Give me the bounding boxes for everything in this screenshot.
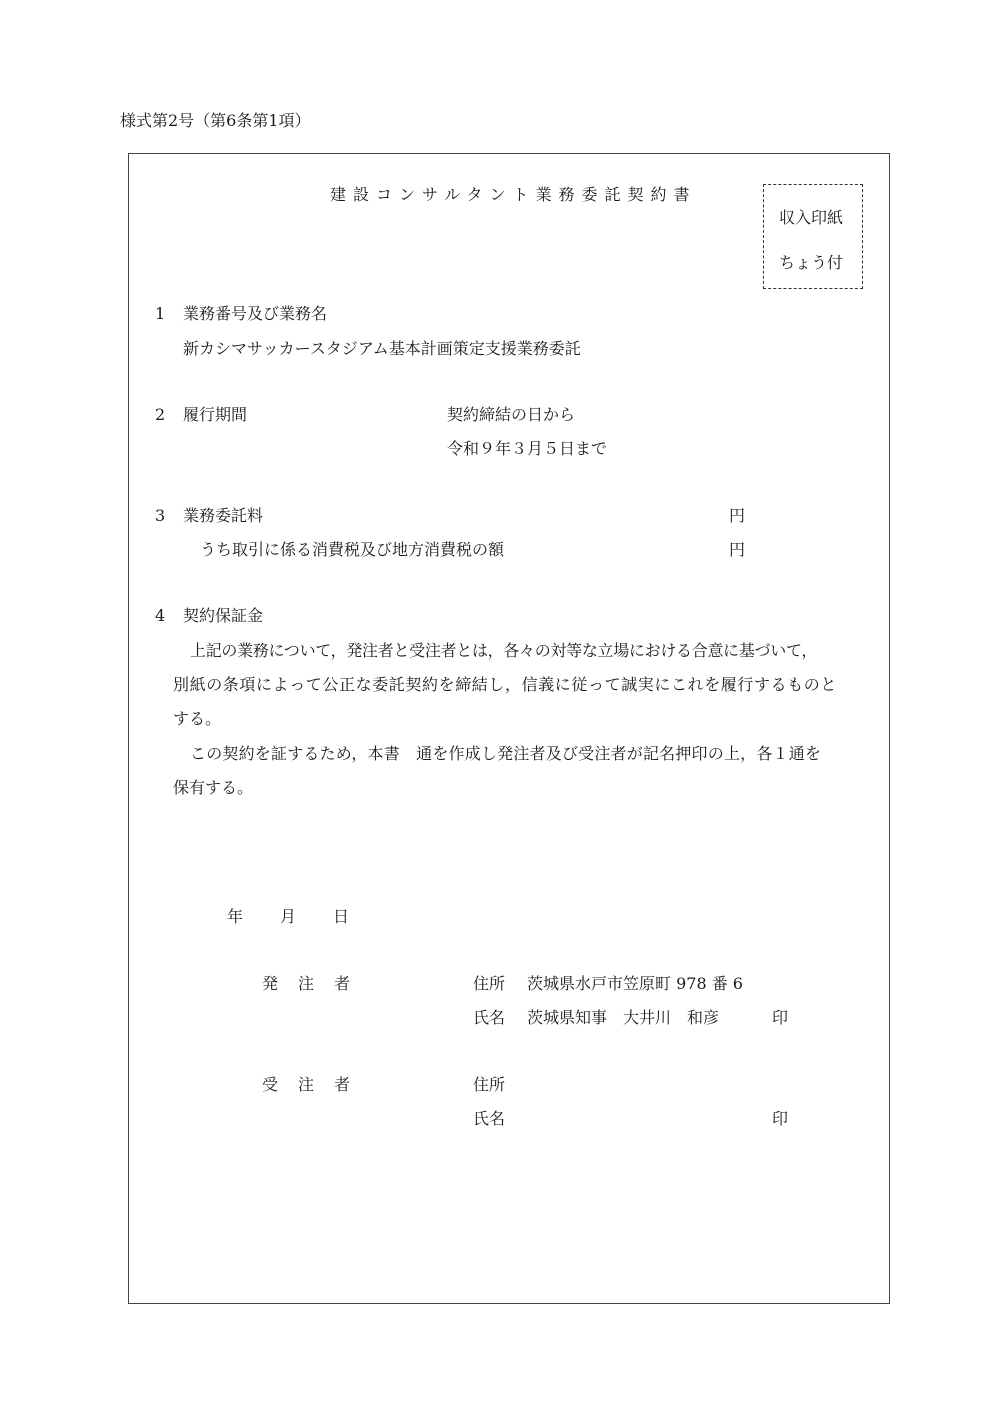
section1-heading: 業務番号及び業務名 (183, 304, 328, 323)
stamp-label-line1: 収入印紙 (779, 208, 844, 227)
tax-yen-unit: 円 (729, 540, 746, 559)
orderer-address: 茨城県水戸市笠原町 978 番 6 (527, 974, 743, 993)
contractor-name-label: 氏名 (473, 1109, 506, 1128)
contract-frame (128, 153, 890, 1304)
form-number: 様式第2号（第6条第1項） (120, 111, 311, 130)
body-p1-line3: する。 (173, 709, 222, 728)
document-title: 建設コンサルタント業務委託契約書 (330, 185, 697, 204)
orderer-seal: 印 (772, 1008, 789, 1027)
date-year: 年 (227, 907, 244, 926)
tax-label: うち取引に係る消費税及び地方消費税の額 (200, 540, 505, 559)
section4-heading: 契約保証金 (183, 606, 264, 625)
date-day: 日 (333, 907, 350, 926)
contractor-address-label: 住所 (473, 1075, 506, 1094)
section4-number: 4 (155, 606, 166, 625)
contractor-seal: 印 (772, 1109, 789, 1128)
section3-heading: 業務委託料 (183, 506, 264, 525)
orderer-name: 茨城県知事 大井川 和彦 (527, 1008, 720, 1027)
fee-yen-unit: 円 (729, 506, 746, 525)
orderer-label: 発注者 (262, 974, 371, 993)
period-to: 令和９年３月５日まで (447, 439, 608, 458)
section1-number: 1 (155, 304, 166, 323)
section2-number: 2 (155, 405, 166, 424)
body-p1-line2: 別紙の条項によって公正な委託契約を締結し，信義に従って誠実にこれを履行するものと (173, 675, 838, 694)
period-from: 契約締結の日から (447, 405, 576, 424)
stamp-label-line2: ちょう付 (779, 253, 844, 272)
body-p1-line1: 上記の業務について，発注者と受注者とは，各々の対等な立場における合意に基づいて， (190, 641, 818, 660)
orderer-name-label: 氏名 (473, 1008, 506, 1027)
body-p2-line2: 保有する。 (173, 778, 254, 797)
orderer-address-label: 住所 (473, 974, 506, 993)
contractor-label: 受注者 (262, 1075, 371, 1094)
business-name: 新カシマサッカースタジアム基本計画策定支援業務委託 (183, 339, 581, 358)
body-p2-line1: この契約を証するため，本書 通を作成し発注者及び受注者が記名押印の上，各１通を (190, 744, 822, 763)
section3-number: 3 (155, 506, 166, 525)
section2-heading: 履行期間 (183, 405, 248, 424)
date-month: 月 (280, 907, 297, 926)
revenue-stamp-box (763, 184, 863, 289)
